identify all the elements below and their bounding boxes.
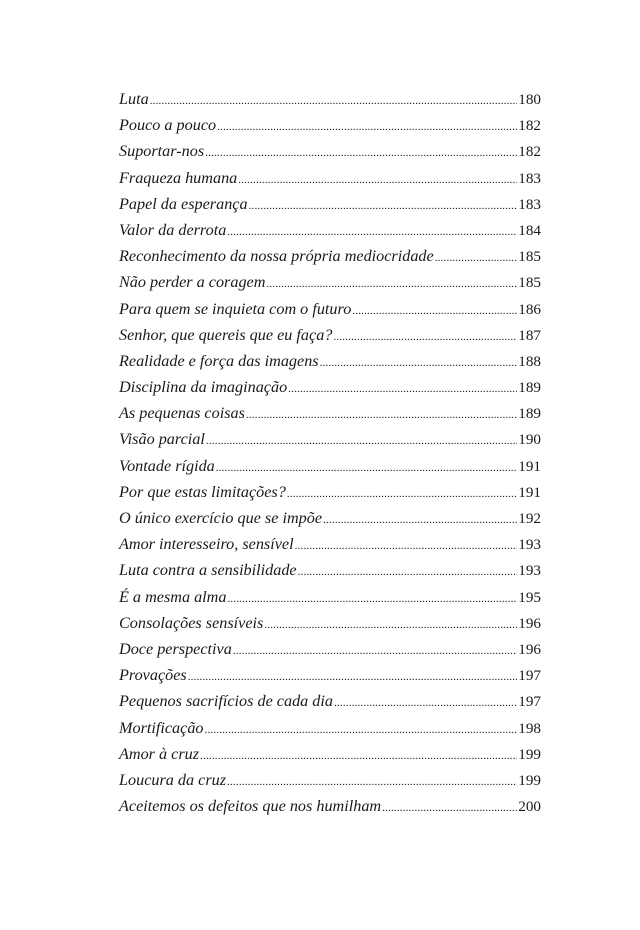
toc-entry-page-number: 191	[518, 483, 541, 501]
toc-entry	[119, 400, 541, 426]
toc-entry-page-number: 189	[518, 405, 541, 423]
toc-entry-page-number: 189	[518, 379, 541, 397]
toc-entry	[119, 479, 541, 505]
dot-leader	[227, 586, 517, 612]
toc-entry-page-number: 193	[518, 536, 541, 554]
toc-entry	[119, 86, 541, 112]
dot-leader	[249, 193, 518, 219]
dot-leader	[188, 664, 517, 690]
toc-entry-page-number: 180	[518, 91, 541, 108]
toc-entry-title: Fraqueza humana	[119, 168, 238, 187]
dot-leader	[238, 167, 517, 193]
toc-entry-page-number: 195	[518, 588, 541, 606]
toc-entry-page-number: 190	[518, 431, 541, 449]
dot-leader	[233, 638, 517, 664]
toc-entry-title: Por que estas limitações?	[119, 482, 286, 501]
toc-entry	[119, 426, 541, 452]
toc-entry-page-number: 192	[518, 510, 541, 527]
dot-leader	[200, 743, 517, 769]
toc-entry	[119, 610, 541, 636]
dot-leader	[298, 559, 518, 585]
dot-leader	[382, 795, 517, 821]
dot-leader	[288, 376, 517, 402]
toc-entry-title: Amor à cruz	[119, 744, 200, 763]
toc-entry-page-number: 196	[518, 640, 541, 658]
toc-entry-page-number: 185	[518, 248, 541, 266]
dot-leader	[227, 219, 517, 245]
toc-entry	[119, 138, 541, 164]
dot-leader	[333, 324, 517, 350]
toc-entry-title: Mortificação	[119, 718, 204, 737]
dot-leader	[323, 507, 517, 533]
toc-entry-title: Aceitemos os defeitos que nos humilham	[119, 797, 382, 816]
toc-entry	[119, 715, 541, 741]
toc-entry-page-number: 186	[518, 300, 541, 318]
toc-entry-page-number: 200	[518, 798, 541, 816]
toc-entry-page-number: 199	[518, 745, 541, 763]
toc-entry-title: Não perder a coragem	[119, 273, 266, 292]
toc-entry	[119, 557, 541, 583]
toc-entry-page-number: 184	[518, 221, 541, 239]
dot-leader	[287, 481, 517, 507]
toc-entry	[119, 584, 541, 610]
toc-entry-title: As pequenas coisas	[119, 404, 245, 423]
toc-entry	[119, 348, 541, 374]
toc-entry-title: Loucura da cruz	[119, 770, 227, 789]
dot-leader	[246, 402, 517, 428]
toc-entry-title: Papel da esperança	[119, 194, 248, 213]
toc-entry	[119, 793, 541, 819]
dot-leader	[206, 428, 517, 454]
toc-entry-title: Amor interesseiro, sensível	[119, 535, 294, 554]
toc-entry	[119, 296, 541, 322]
toc-entry	[119, 165, 541, 191]
toc-entry-title: Vontade rígida	[119, 456, 215, 475]
toc-entry-page-number: 198	[518, 719, 541, 737]
toc-entry-page-number: 185	[518, 274, 541, 292]
dot-leader	[216, 455, 517, 481]
toc-entry-title: Reconhecimento da nossa própria mediocridade	[119, 247, 434, 266]
dot-leader	[334, 690, 517, 716]
dot-leader	[217, 114, 517, 140]
toc-entry	[119, 688, 541, 714]
dot-leader	[150, 88, 518, 114]
toc-entry-title: É a mesma alma	[119, 587, 227, 606]
toc-entry	[119, 531, 541, 557]
toc-entry	[119, 191, 541, 217]
toc-entry-page-number: 182	[518, 117, 541, 135]
toc-entry-title: Valor da derrota	[119, 220, 227, 239]
toc-entry-title: Luta	[119, 90, 149, 108]
dot-leader	[227, 769, 517, 795]
toc-entry-title: Visão parcial	[119, 430, 205, 449]
toc-entry-page-number: 197	[518, 667, 541, 685]
toc-entry-title: Senhor, que quereis que eu faça?	[119, 325, 333, 344]
toc-entry-page-number: 183	[518, 169, 541, 187]
dot-leader	[205, 140, 517, 166]
toc-entry-page-number: 199	[518, 771, 541, 789]
dot-leader	[352, 298, 517, 324]
toc-entry	[119, 269, 541, 295]
toc-entry-page-number: 182	[518, 143, 541, 161]
dot-leader	[295, 533, 518, 559]
toc-entry-title: O único exercício que se impõe	[119, 509, 323, 527]
toc-entry	[119, 662, 541, 688]
toc-entry-page-number: 191	[518, 457, 541, 475]
toc-entry-title: Luta contra a sensibilidade	[119, 561, 297, 580]
dot-leader	[435, 245, 518, 271]
toc-entry-page-number: 183	[518, 195, 541, 213]
toc-entry-page-number: 197	[518, 693, 541, 711]
toc-entry	[119, 636, 541, 662]
toc-entry-page-number: 196	[518, 614, 541, 632]
toc-entry-title: Disciplina da imaginação	[119, 378, 288, 397]
toc-entry-page-number: 188	[518, 352, 541, 370]
dot-leader	[320, 350, 518, 376]
toc-entry-page-number: 193	[518, 562, 541, 580]
toc-entry	[119, 505, 541, 531]
toc-entry	[119, 453, 541, 479]
toc-entry	[119, 243, 541, 269]
dot-leader	[264, 612, 517, 638]
toc-entry-title: Doce perspectiva	[119, 639, 232, 658]
dot-leader	[266, 271, 517, 297]
toc-entry-title: Pouco a pouco	[119, 116, 217, 135]
toc-entry	[119, 217, 541, 243]
toc-entry	[119, 767, 541, 793]
dot-leader	[205, 717, 518, 743]
toc-entry-title: Provações	[119, 666, 187, 685]
toc-entry	[119, 741, 541, 767]
toc-entry	[119, 112, 541, 138]
toc-entry-title: Realidade e força das imagens	[119, 351, 319, 370]
toc-entry-title: Pequenos sacrifícios de cada dia	[119, 692, 333, 711]
toc-entry	[119, 374, 541, 400]
toc-entry	[119, 322, 541, 348]
toc-entry-page-number: 187	[518, 326, 541, 344]
toc-entry-title: Para quem se inquieta com o futuro	[119, 299, 352, 318]
table-of-contents	[119, 86, 541, 819]
toc-entry-title: Suportar-nos	[119, 142, 205, 161]
toc-entry-title: Consolações sensíveis	[119, 613, 264, 632]
